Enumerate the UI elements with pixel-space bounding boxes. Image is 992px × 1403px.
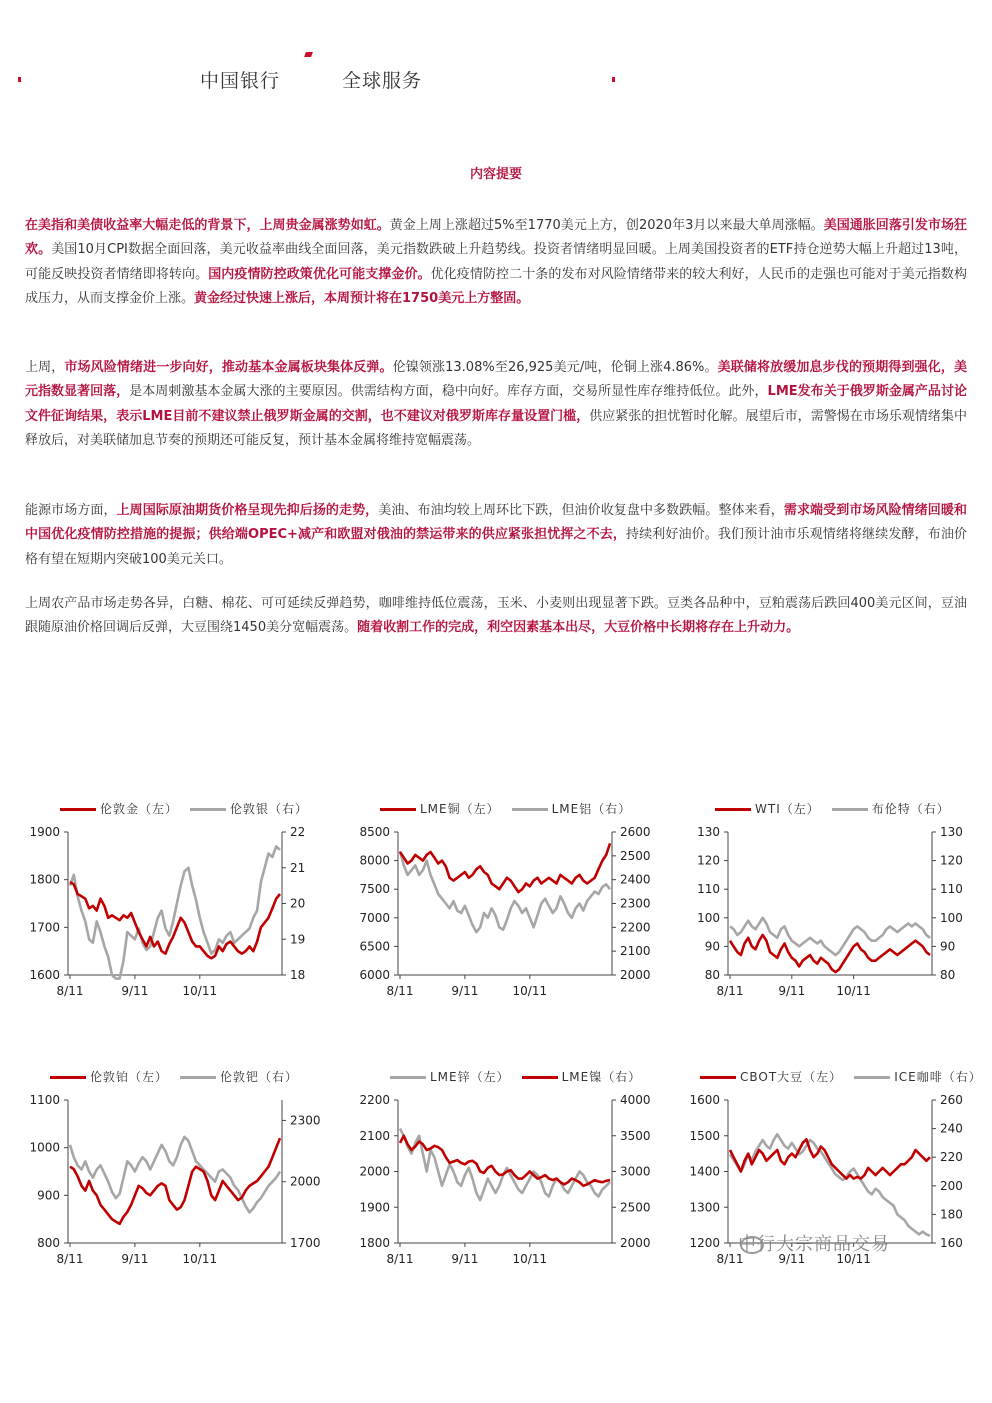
y-tick-label-right: 2500 (620, 1200, 651, 1215)
legend-label: 伦敦铂（左） (90, 1070, 169, 1084)
x-tick-label: 8/11 (716, 984, 744, 998)
series-line (730, 918, 930, 955)
highlight-text: 上周国际原油期货价格呈现先抑后扬的走势， (116, 503, 379, 518)
x-tick-label: 8/11 (716, 1252, 744, 1266)
x-tick-label: 8/11 (56, 1252, 84, 1266)
highlight-text: 国内疫情防控政策优化可能支撑金价。 (208, 266, 431, 282)
highlight-text: 美联储将放缓加息步伐的预期得到强化，美元指数显著回落， (25, 360, 967, 400)
y-tick-label-right: 160 (940, 1236, 963, 1250)
y-tick-label-left: 90 (704, 939, 720, 954)
chart-plot (680, 820, 980, 1013)
bank-name: 中国银行 (200, 70, 281, 92)
legend-label: LME铝（右） (551, 802, 632, 816)
legend-label: 伦敦银（右） (230, 802, 309, 816)
y-tick-label-right: 110 (940, 882, 963, 897)
body-text: 能源市场方面， (25, 503, 117, 518)
y-tick-label-left: 2100 (359, 1128, 390, 1143)
y-tick-label-left: 7500 (359, 882, 390, 897)
y-tick-label-right: 90 (940, 939, 956, 954)
y-tick-label-left: 1600 (29, 968, 60, 982)
y-tick-label-right: 4000 (620, 1093, 651, 1107)
watermark: 中行大宗商品交易 (738, 1234, 890, 1255)
series-line (400, 1129, 610, 1201)
body-text: 优化疫情防控二十条的发布对风险情绪带来的较大利好，人民币的走强也可能对于美元指数构成压力，从而支撑金价上涨。 (25, 266, 967, 306)
header-mark-left (18, 77, 21, 82)
legend-label: WTI（左） (755, 802, 820, 816)
chart-legend (715, 800, 962, 817)
x-tick-label: 8/11 (386, 984, 414, 998)
y-tick-label-left: 1200 (689, 1236, 720, 1250)
y-tick-label-right: 180 (940, 1207, 963, 1222)
chart-gold-silver (20, 798, 330, 1013)
x-tick-label: 10/11 (182, 984, 218, 998)
y-tick-label-left: 1900 (29, 825, 60, 839)
y-tick-label-left: 1700 (29, 920, 60, 935)
series-line (70, 882, 280, 958)
y-tick-label-left: 1800 (29, 872, 60, 887)
y-tick-label-right: 2100 (620, 944, 651, 959)
x-tick-label: 8/11 (386, 1252, 414, 1266)
y-tick-label-right: 2200 (620, 920, 651, 935)
legend-label: 伦敦金（左） (100, 802, 179, 816)
y-tick-label-left: 2200 (359, 1093, 390, 1107)
y-tick-label-left: 6000 (359, 968, 390, 982)
chart-legend (50, 1068, 310, 1085)
y-tick-label-right: 20 (290, 896, 306, 911)
body-text: 上周农产品市场走势各异，白糖、棉花、可可延续反弹趋势，咖啡维持低位震荡，玉米、小麦则出现显著下跌。豆类各品种中，豆粕震荡后跌回400美元区间，豆油跟随原油价格回调后反弹，大豆围绕1450美分宽幅震荡。 (25, 596, 967, 636)
x-tick-label: 9/11 (778, 984, 806, 998)
highlight-text: 在美指和美债收益率大幅走低的背景下，上周贵金属涨势如虹。 (25, 218, 390, 233)
chart-legend (380, 800, 643, 817)
y-tick-label-left: 8500 (359, 825, 390, 839)
y-tick-label-right: 19 (290, 932, 306, 947)
y-tick-label-right: 22 (290, 825, 306, 839)
chart-plot (350, 820, 660, 1013)
x-tick-label: 10/11 (182, 1252, 218, 1266)
y-tick-label-left: 2000 (359, 1164, 390, 1179)
chart-platinum-palladium (20, 1066, 330, 1281)
header-flag-mark (304, 52, 313, 57)
y-tick-label-right: 21 (290, 860, 306, 875)
legend-label: LME镍（右） (561, 1070, 642, 1084)
page-header (0, 60, 992, 110)
legend-swatch (854, 1076, 890, 1079)
y-tick-label-right: 240 (940, 1121, 963, 1136)
x-tick-label: 9/11 (778, 1252, 806, 1266)
x-tick-label: 9/11 (121, 984, 149, 998)
legend-label: ICE咖啡（右） (894, 1070, 982, 1084)
chart-legend (390, 1068, 653, 1085)
y-tick-label-left: 1100 (29, 1093, 60, 1107)
body-text: 伦镍领涨13.08%至26,925美元/吨，伦铜上涨4.86%。 (392, 360, 718, 375)
y-tick-label-right: 2500 (620, 848, 651, 863)
chart-legend (60, 800, 320, 817)
body-text: 黄金上周上涨超过5%至1770美元上方，创2020年3月以来最大单周涨幅。 (389, 218, 824, 233)
series-line (400, 1136, 610, 1186)
chart-legend (700, 1068, 992, 1085)
legend-label: 伦敦钯（右） (220, 1070, 299, 1084)
x-tick-label: 10/11 (836, 1252, 871, 1266)
body-text: 美油、布油均较上周环比下跌，但油价收复盘中多数跌幅。整体来看， (378, 503, 784, 518)
x-tick-label: 10/11 (512, 984, 548, 998)
x-tick-label: 8/11 (56, 984, 84, 998)
y-tick-label-left: 130 (697, 825, 720, 839)
y-tick-label-right: 18 (290, 968, 306, 982)
y-tick-label-right: 260 (940, 1093, 963, 1107)
highlight-text: LME发布关于俄罗斯金属产品讨论文件征询结果，表示LME目前不建议禁止俄罗斯金属的交割，也不建议对俄罗斯库存量设置门槛， (25, 384, 967, 424)
series-line (400, 843, 610, 892)
y-tick-label-left: 1500 (689, 1128, 720, 1143)
legend-label: LME锌（左） (430, 1070, 510, 1084)
x-tick-label: 10/11 (512, 1252, 548, 1266)
y-tick-label-right: 80 (940, 968, 956, 982)
y-tick-label-left: 900 (37, 1188, 60, 1203)
chart-zinc-nickel (350, 1066, 660, 1281)
y-tick-label-left: 80 (704, 968, 720, 982)
summary-paragraph-agriculture (25, 592, 967, 641)
y-tick-label-right: 1700 (290, 1236, 321, 1250)
highlight-text: 黄金经过快速上涨后，本周预计将在1750美元上方整固。 (194, 290, 530, 306)
y-tick-label-left: 1800 (359, 1236, 390, 1250)
y-tick-label-right: 2300 (290, 1113, 321, 1128)
legend-label: LME铜（左） (420, 802, 500, 816)
series-line (400, 851, 610, 932)
y-tick-label-left: 1000 (29, 1140, 60, 1155)
legend-swatch (715, 808, 751, 811)
highlight-text: 美国通胀回落引发市场狂欢。 (25, 218, 967, 258)
y-tick-label-right: 3000 (620, 1164, 651, 1179)
legend-swatch (390, 1076, 426, 1079)
highlight-text: 随着收割工作的完成，利空因素基本出尽，大豆价格中长期将存在上升动力。 (357, 620, 800, 636)
body-text: 持续利好油价。我们预计油市乐观情绪将继续发酵，布油价格有望在短期内突破100美元关口。 (25, 527, 967, 567)
y-tick-label-left: 120 (697, 853, 720, 868)
y-tick-label-right: 120 (940, 853, 963, 868)
bank-slogan: 全球服务 (342, 70, 423, 92)
legend-swatch (50, 1076, 86, 1079)
y-tick-label-left: 1600 (689, 1093, 720, 1107)
y-tick-label-left: 6500 (359, 939, 390, 954)
y-tick-label-left: 110 (697, 882, 720, 897)
legend-swatch (522, 1076, 558, 1079)
x-tick-label: 9/11 (121, 1252, 149, 1266)
y-tick-label-left: 7000 (359, 910, 390, 925)
y-tick-label-right: 200 (940, 1178, 963, 1193)
y-tick-label-left: 8000 (359, 853, 390, 868)
body-text: 供应紧张的担忧暂时化解。展望后市，需警惕在市场乐观情绪集中释放后，对美联储加息节奏的预期还可能反复，预计基本金属将维持宽幅震荡。 (25, 408, 967, 448)
chart-wti-brent (680, 798, 980, 1013)
legend-swatch (380, 808, 416, 811)
legend-swatch (190, 808, 226, 811)
y-tick-label-left: 1900 (359, 1200, 390, 1215)
series-line (70, 846, 280, 978)
y-tick-label-left: 1300 (689, 1200, 720, 1215)
chart-plot (350, 1088, 660, 1281)
legend-swatch (832, 808, 868, 811)
header-mark-right (612, 77, 615, 82)
summary-paragraph-energy (25, 499, 967, 572)
x-tick-label: 10/11 (836, 984, 871, 998)
highlight-text: 市场风险情绪进一步向好，推动基本金属板块集体反弹。 (64, 360, 393, 375)
x-tick-label: 9/11 (451, 1252, 479, 1266)
chart-copper-aluminium (350, 798, 660, 1013)
legend-label: 布伦特（右） (871, 802, 950, 816)
legend-swatch (512, 808, 548, 811)
series-line (730, 935, 930, 972)
highlight-text: 需求端受到市场风险情绪回暖和中国优化疫情防控措施的提振；供给端OPEC+减产和欧盟对俄油的禁运带来的供应紧张担忧挥之不去， (25, 503, 967, 543)
x-tick-label: 9/11 (451, 984, 479, 998)
body-text: 美国10月CPI数据全面回落，美元收益率曲线全面回落，美元指数跌破上升趋势线。投资者情绪明显回暖。上周美国投资者的ETF持仓逆势大幅上升超过13吨，可能反映投资者情绪即将转向。 (25, 242, 967, 282)
summary-title: 内容提要 (469, 167, 522, 182)
y-tick-label-left: 1400 (689, 1164, 720, 1179)
body-text: 是本周刺激基本金属大涨的主要原因。供需结构方面，稳中向好。库存方面，交易所显性库存维持低位。此外， (129, 384, 768, 400)
y-tick-label-right: 130 (940, 825, 963, 839)
y-tick-label-right: 3500 (620, 1128, 651, 1143)
summary-paragraph-base-metals (25, 356, 967, 453)
y-tick-label-right: 2600 (620, 825, 651, 839)
y-tick-label-right: 2000 (620, 968, 651, 982)
chart-plot (20, 820, 330, 1013)
legend-swatch (60, 808, 96, 811)
series-line (70, 1137, 280, 1213)
y-tick-label-right: 2300 (620, 896, 651, 911)
y-tick-label-left: 800 (37, 1236, 60, 1250)
y-tick-label-right: 100 (940, 910, 963, 925)
legend-swatch (180, 1076, 216, 1079)
y-tick-label-right: 2000 (620, 1236, 651, 1250)
y-tick-label-right: 220 (940, 1150, 963, 1165)
body-text: 上周， (25, 360, 65, 375)
legend-label: CBOT大豆（左） (740, 1070, 843, 1084)
y-tick-label-left: 100 (697, 910, 720, 925)
legend-swatch (700, 1076, 736, 1079)
y-tick-label-right: 2400 (620, 872, 651, 887)
chart-plot (20, 1088, 330, 1281)
summary-paragraph-gold (25, 214, 967, 311)
y-tick-label-right: 2000 (290, 1174, 321, 1189)
